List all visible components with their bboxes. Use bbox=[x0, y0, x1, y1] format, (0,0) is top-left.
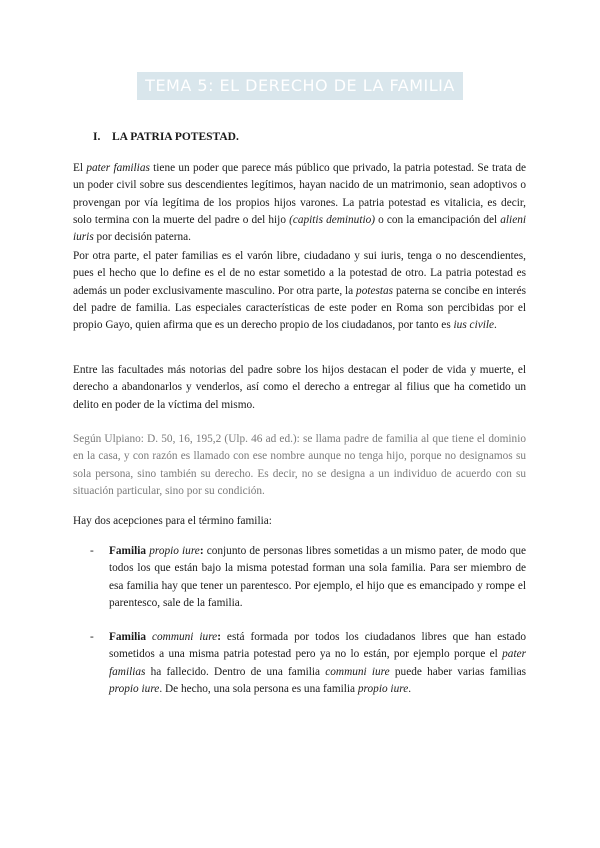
paragraph-acepciones: Hay dos acepciones para el término familia: bbox=[73, 515, 272, 527]
bullet-dash: - bbox=[90, 545, 94, 557]
term-ius-civile: ius civile bbox=[453, 319, 495, 332]
paragraph-pater-familias: Por otra parte, el pater familias es el varón libre, ciudadano y sui iuris, tenga o no descendientes, pues el hecho que lo define es el de no estar sometido a la potestad de otro. La patria potestad es además un poder exclusivamente masculino. Por otra parte, la potestas paterna se concibe en interés del padre de familia. Las especiales características de este poder en Roma son percibidas por el propio Gayo, quien afirma que es un derecho propio de los ciudadanos, por tanto es ius civile. bbox=[73, 250, 526, 332]
paragraph-ulpiano-quote: Según Ulpiano: D. 50, 16, 195,2 (Ulp. 46 ad ed.): se llama padre de familia al que tiene el dominio en la casa, y con razón es llamado con ese nombre aunque no tenga hijo, porque no designamos su sola persona, sino también su derecho. Es decir, no se designa a un individuo de acuerdo con su situación particular, sino por su condición. bbox=[73, 433, 526, 497]
term-propio-iure: propio iure bbox=[149, 545, 200, 557]
term-capitis-deminutio: (capitis deminutio) bbox=[289, 213, 376, 226]
section-label: LA PATRIA POTESTAD. bbox=[112, 131, 239, 143]
document-title: TEMA 5: EL DERECHO DE LA FAMILIA bbox=[137, 72, 463, 100]
paragraph-patria-potestad: El pater familias tiene un poder que parece más público que privado, la patria potestad. Se trata de un poder civil sobre sus descendientes legítimos, hayan nacido de un matrimonio, sean adoptivos o provengan por vía legítima de los propios hijos varones. La patria potestad es vitalicia, es decir, solo termina con la muerte del padre o del hijo (capitis deminutio) o con la emancipación del alieni iuris por decisión paterna. bbox=[73, 162, 526, 244]
term-alieni-iuris: alieni iuris bbox=[73, 213, 526, 244]
term-pater-familias: pater familias bbox=[86, 162, 150, 174]
section-heading bbox=[93, 131, 239, 143]
term-potestas: potestas bbox=[356, 284, 394, 297]
list-item: - Familia propio iure: conjunto de personas libres sometidas a un mismo pater, de modo que todos los que están bajo la misma potestad forman una sola familia. Para ser miembro de esa familia hay que tener un parentesco. Por ejemplo, el hijo que es emancipado y rompe el parentesco, sale de la familia. bbox=[90, 545, 527, 609]
term-communi-iure: communi iure bbox=[152, 631, 218, 643]
bullet-dash: - bbox=[90, 631, 94, 643]
title-wrapper bbox=[0, 72, 600, 100]
paragraph-facultades: Entre las facultades más notorias del padre sobre los hijos destacan el poder de vida y muerte, el derecho a abandonarlos y venderlos, así como el derecho a entregar al filius que ha cometido un delito en poder de la víctima del mismo. bbox=[73, 364, 526, 411]
section-number: I. bbox=[93, 131, 101, 143]
list-item: - Familia communi iure: está formada por todos los ciudadanos libres que han estado sometidos a una misma patria potestad pero ya no lo están, por ejemplo porque el pater familias ha fallecido. Dentro de una familia communi iure puede haber varias familias propio iure. De hecho, una sola persona es una familia propio iure. bbox=[90, 631, 526, 695]
